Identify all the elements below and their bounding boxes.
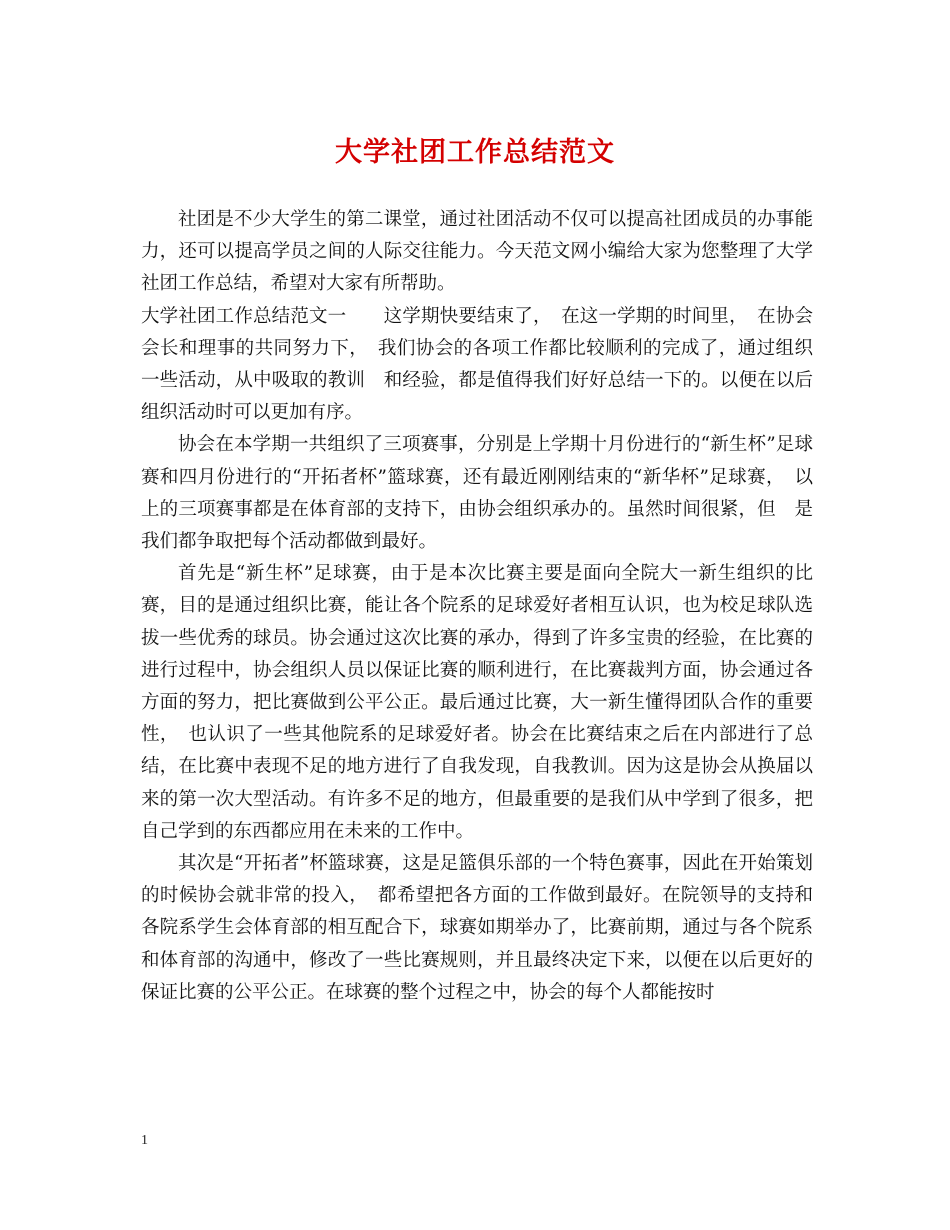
page-number: 1 (141, 1133, 148, 1148)
document-body (141, 204, 832, 1009)
paragraph-section-one: 大学社团工作总结范文一 这学期快要结束了， 在这一学期的时间里， 在协会会长和理事的共同努力下， 我们协会的各项工作都比较顺利的完成了，通过组织一些活动，从中吸取的教训 和经验，都是值得我们好好总结一下的。以便在以后组织活动时可以更加有序。 (141, 305, 813, 424)
paragraph-events: 协会在本学期一共组织了三项赛事，分别是上学期十月份进行的“新生杯”足球 赛和四月份进行的“开拓者杯”篮球赛，还有最近刚刚结束的“新华杯”足球赛， 以上的三项赛事都是在体育部的支持下，由协会组织承办的。虽然时间很紧，但 是我们都争取把每个活动都做到最好。 (141, 434, 832, 553)
paragraph-freshman-cup: 首先是“新生杯”足球赛，由于是本次比赛主要是面向全院大一新生组织的比赛，目的是通过组织比赛，能让各个院系的足球爱好者相互认识，也为校足球队选拔一些优秀的球员。协会通过这次比赛的承办，得到了许多宝贵的经验，在比赛的进行过程中，协会组织人员以保证比赛的顺利进行，在比赛裁判方面，协会通过各方面的努力，把比赛做到公平公正。最后通过比赛，大一新生懂得团队合作的重要性， 也认识了一些其他院系的足球爱好者。协会在比赛结束之后在内部进行了总结，在比赛中表现不足的地方进行了自我发现，自我教训。因为这是协会从换届以来的第一次大型活动。有许多不足的地方，但最重要的是我们从中学到了很多，把自己学到的东西都应用在未来的工作中。 (141, 563, 813, 842)
paragraph-pioneer-cup: 其次是“开拓者”杯篮球赛，这是足篮俱乐部的一个特色赛事，因此在开始策划的时候协会就非常的投入， 都希望把各方面的工作做到最好。在院领导的支持和各院系学生会体育部的相互配合下，球赛如期举办了，比赛前期，通过与各个院系和体育部的沟通中，修改了一些比赛规则，并且最终决定下来，以便在以后更好的保证比赛的公平公正。在球赛的整个过程之中，协会的每个人都能按时 (141, 853, 813, 1003)
document-title: 大学社团工作总结范文 (335, 137, 615, 168)
paragraph-intro: 社团是不少大学生的第二课堂，通过社团活动不仅可以提高社团成员的办事能力，还可以提高学员之间的人际交往能力。今天范文网小编给大家为您整理了大学社团工作总结，希望对大家有所帮助。 (141, 209, 813, 295)
